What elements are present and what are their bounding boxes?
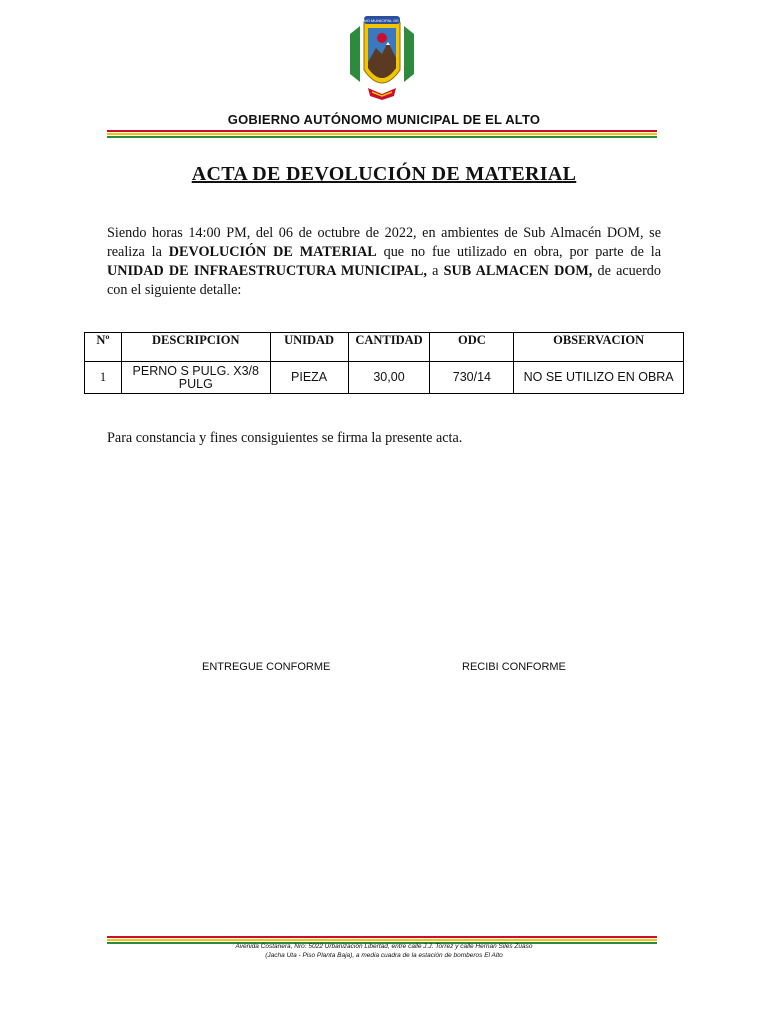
government-name: GOBIERNO AUTÓNOMO MUNICIPAL DE EL ALTO bbox=[227, 112, 541, 127]
header-divider bbox=[107, 130, 657, 139]
intro-paragraph: Siendo horas 14:00 PM, del 06 de octubre de 2022, en ambientes de Sub Almacén DOM, se realiza la DEVOLUCIÓN DE MATERIAL que no fue utilizado en obra, por parte de la UNIDAD DE INFRAESTRUCTURA MUNICIPAL, a SUB ALMACEN DOM, de acuerdo con el siguiente detalle: bbox=[107, 225, 661, 298]
header-unidad: UNIDAD bbox=[270, 333, 348, 362]
signature-label-delivered: ENTREGUE CONFORME bbox=[202, 661, 331, 673]
cell-no: 1 bbox=[85, 362, 122, 394]
bold-devolucion: DEVOLUCIÓN DE MATERIAL bbox=[168, 244, 377, 260]
footer-location: (Jacha Uta - Piso Planta Baja), a media cuadra de la estación de bomberos El Alto bbox=[265, 952, 503, 959]
footer-address: Avenida Costanera, Nro: 5022 Urbanización Libertad, entre calle J.J. Torrez y calle Hernan Siles Zuaso bbox=[235, 943, 533, 950]
municipal-crest-logo bbox=[346, 12, 418, 104]
crest-text: GOBIERNO MUNICIPAL DE EL ALTO bbox=[348, 18, 416, 23]
material-detail-table bbox=[84, 332, 684, 394]
header-odc: ODC bbox=[430, 333, 514, 362]
cell-odc: 730/14 bbox=[430, 362, 514, 394]
cell-cantidad: 30,00 bbox=[348, 362, 430, 394]
cell-unidad: PIEZA bbox=[270, 362, 348, 394]
bold-unidad: UNIDAD DE INFRAESTRUCTURA MUNICIPAL, bbox=[107, 263, 427, 279]
signature-label-received: RECIBI CONFORME bbox=[462, 661, 566, 673]
header-cantidad: CANTIDAD bbox=[348, 333, 430, 362]
header-no: Nº bbox=[85, 333, 122, 362]
cell-observacion: NO SE UTILIZO EN OBRA bbox=[514, 362, 684, 394]
header-descripcion: DESCRIPCION bbox=[121, 333, 270, 362]
cell-descripcion: PERNO S PULG. X3/8 PULG bbox=[121, 362, 270, 394]
header-observacion: OBSERVACION bbox=[514, 333, 684, 362]
bold-sub-almacen: SUB ALMACEN DOM, bbox=[443, 263, 593, 279]
closing-statement: Para constancia y fines consiguientes se firma la presente acta. bbox=[107, 430, 463, 446]
table-header-row bbox=[85, 333, 684, 362]
table-row bbox=[85, 362, 684, 394]
document-title: ACTA DE DEVOLUCIÓN DE MATERIAL bbox=[191, 163, 577, 185]
